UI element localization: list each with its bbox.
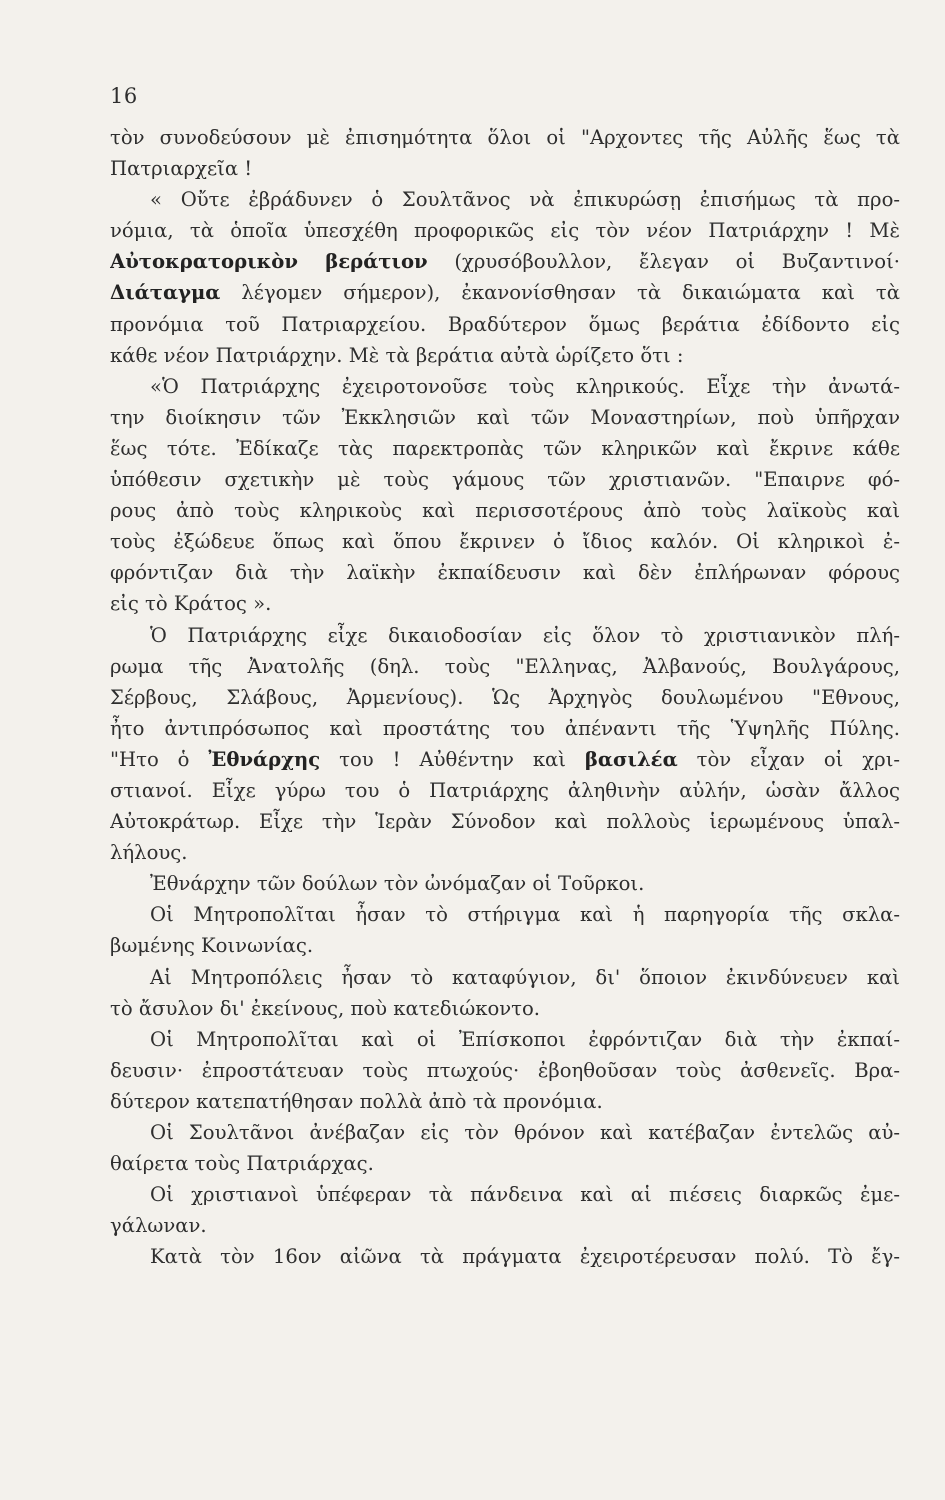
text-line: Οἱ Μητροπολῖται καὶ οἱ Ἐπίσκοποι ἐφρόντιζαν διὰ τὴν ἐκπαί- [150,1027,900,1051]
text-line: προνόμια τοῦ Πατριαρχείου. Βραδύτερον ὅμως βεράτια ἐδίδοντο εἰς [110,312,900,336]
text-line: Ἐθνάρχην τῶν δούλων τὸν ὠνόμαζαν οἱ Τοῦρκοι. [150,872,645,896]
text-line: ρους ἀπὸ τοὺς κληρικοὺς καὶ περισσοτέρους ἀπὸ τοὺς λαϊκοὺς καὶ [110,499,900,523]
text-line: « Οὔτε ἐβράδυνεν ὁ Σουλτᾶνος νὰ ἐπικυρώσῃ ἐπισήμως τὰ προ- [150,188,900,212]
bold-term: βασιλέα [584,747,678,771]
text-segment: λέγομεν σήμερον), ἐκανονίσθησαν τὰ δικαιώματα καὶ τὰ [220,281,900,305]
text-line: εἰς τὸ Κράτος ». [110,592,272,616]
text-line: Αἱ Μητροπόλεις ἦσαν τὸ καταφύγιον, δι' ὅποιον ἐκινδύνευεν καὶ [150,965,900,989]
text-line: κάθε νέον Πατριάρχην. Μὲ τὰ βεράτια αὐτὰ ὡρίζετο ὅτι : [110,343,684,367]
text-line [110,246,900,277]
text-line: θαίρετα τοὺς Πατριάρχας. [110,1152,374,1176]
text-line: «Ὁ Πατριάρχης ἐχειροτονοῦσε τοὺς κληρικούς. Εἶχε τὴν ἀνωτά- [150,374,900,398]
text-segment: του ! Αὐθέντην καὶ [320,747,585,771]
text-line: Πατριαρχεῖα ! [110,157,253,181]
bold-term: Αὐτοκρατορικὸν βεράτιον [110,250,428,274]
text-line: δύτερον κατεπατήθησαν πολλὰ ἀπὸ τὰ προνόμια. [110,1089,603,1113]
bold-term: Ἐθνάρχης [208,747,321,771]
body-text [110,122,900,1272]
text-segment: "Ητο ὁ [110,747,209,771]
text-line: ὑπόθεσιν σχετικὴν μὲ τοὺς γάμους τῶν χριστιανῶν. "Επαιρνε φό- [110,468,900,492]
text-line: δευσιν· ἐπροστάτευαν τοὺς πτωχούς· ἐβοηθοῦσαν τοὺς ἀσθενεῖς. Βρα- [110,1058,900,1082]
text-segment: (χρυσόβουλλον, ἔλεγαν οἱ Βυζαντινοί· [427,250,900,274]
text-line: Οἱ Σουλτᾶνοι ἀνέβαζαν εἰς τὸν θρόνον καὶ κατέβαζαν ἐντελῶς αὐ- [150,1121,900,1144]
text-line: Οἱ χριστιανοὶ ὑπέφεραν τὰ πάνδεινα καὶ αἱ πιέσεις διαρκῶς ἐμε- [150,1183,900,1207]
text-line: Ὁ Πατριάρχης εἶχε δικαιοδοσίαν εἰς ὅλον τὸ χριστιανικὸν πλή- [150,623,900,647]
text-line [110,277,900,308]
text-line: στιανοί. Εἶχε γύρω του ὁ Πατριάρχης ἀληθινὴν αὐλήν, ὡσὰν ἄλλος [110,778,900,802]
text-line: Σέρβους, Σλάβους, Ἀρμενίους). Ὡς Ἀρχηγὸς δουλωμένου "Εθνους, [110,685,900,709]
text-line: λήλους. [110,841,188,865]
text-line: ρωμα τῆς Ἀνατολῆς (δηλ. τοὺς "Ελληνας, Ἀλβανούς, Βουλγάρους, [110,654,900,678]
text-line: βωμένης Κοινωνίας. [110,934,314,958]
text-line: ἦτο ἀντιπρόσωπος καὶ προστάτης του ἀπέναντι τῆς Ὑψηλῆς Πύλης. [110,716,900,740]
text-line: ἕως τότε. Ἐδίκαζε τὰς παρεκτροπὰς τῶν κληρικῶν καὶ ἔκρινε κάθε [110,436,900,460]
text-line [110,744,900,775]
text-line: Οἱ Μητροπολῖται ἦσαν τὸ στήριγμα καὶ ἡ παρηγορία τῆς σκλα- [150,903,900,927]
text-line: φρόντιζαν διὰ τὴν λαϊκὴν ἐκπαίδευσιν καὶ δὲν ἐπλήρωναν φόρους [110,561,900,585]
page-number: 16 [110,84,138,108]
text-line: γάλωναν. [110,1214,207,1238]
text-line: Αὐτοκράτωρ. Εἶχε τὴν Ἱερὰν Σύνοδον καὶ πολλοὺς ἱερωμένους ὑπαλ- [110,810,900,834]
text-segment: τὸν εἶχαν οἱ χρι- [677,747,900,771]
text-line: νόμια, τὰ ὁποῖα ὑπεσχέθη προφορικῶς εἰς τὸν νέον Πατριάρχην ! Μὲ [110,219,900,243]
text-line: τὸν συνοδεύσουν μὲ ἐπισημότητα ὅλοι οἱ "Αρχοντες τῆς Αὐλῆς ἕως τὰ [110,126,900,149]
text-line: τὸ ἄσυλον δι' ἐκείνους, ποὺ κατεδιώκοντο. [110,996,541,1020]
text-line: τοὺς ἐξώδευε ὅπως καὶ ὅπου ἔκρινεν ὁ ἴδιος καλόν. Οἱ κληρικοὶ ἐ- [110,530,900,554]
text-line: την διοίκησιν τῶν Ἐκκλησιῶν καὶ τῶν Μοναστηρίων, ποὺ ὑπῆρχαν [110,405,900,429]
bold-term: Διάταγμα [110,281,221,305]
text-line: Κατὰ τὸν 16ον αἰῶνα τὰ πράγματα ἐχειροτέρευσαν πολύ. Τὸ ἔγ- [150,1245,900,1269]
